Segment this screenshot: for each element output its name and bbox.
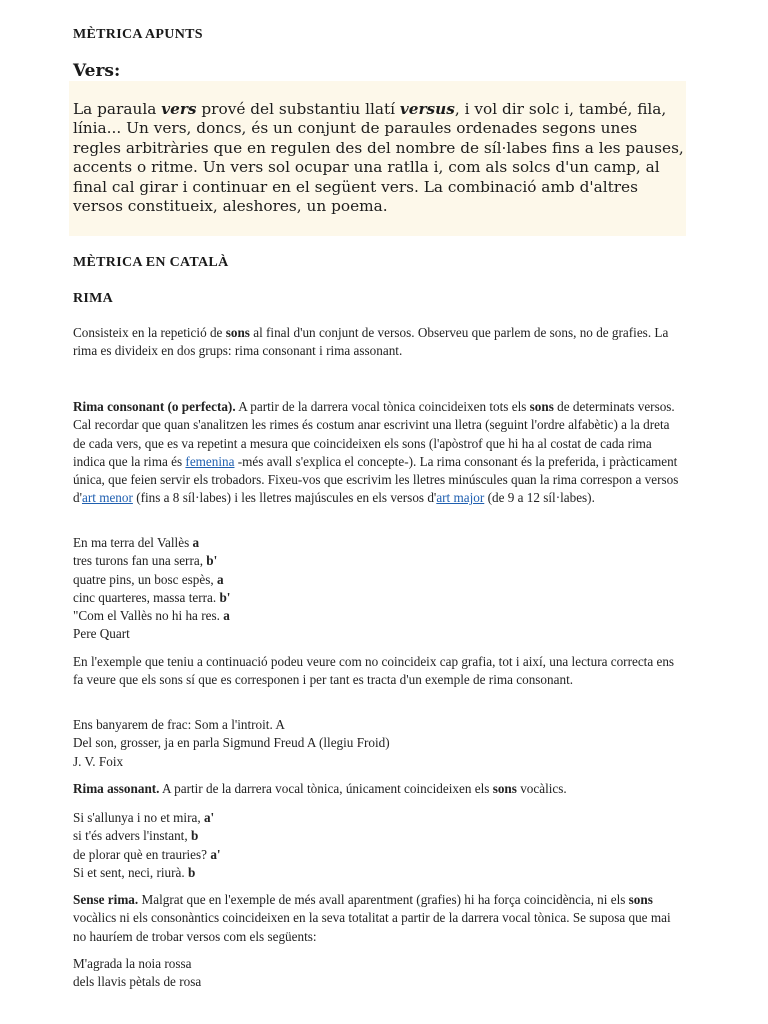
rima-consonant-label: Rima consonant (o perfecta). <box>73 399 236 414</box>
poem-line <box>73 864 221 882</box>
poem-line <box>73 589 230 607</box>
bold-term: sons <box>628 892 653 907</box>
text-run: Consisteix en la repetició de <box>73 325 226 340</box>
rima-intro-paragraph <box>73 324 685 361</box>
rhyme-mark: a <box>216 571 224 587</box>
rhyme-mark: b' <box>219 589 231 605</box>
verse-text: de plorar què en trauries? <box>73 846 211 862</box>
vers-definition-text <box>73 100 685 216</box>
verse-text: cinc quarteres, massa terra. <box>73 589 220 605</box>
rhyme-mark: a <box>223 608 230 624</box>
link-art-major[interactable]: art major <box>436 490 485 506</box>
verse-text: quatre pins, un bosc espès, <box>73 571 217 587</box>
text-run: Malgrat que en l'exemple de més avall aparentment (grafies) hi ha força coincidència, ni els <box>138 892 629 907</box>
rima-assonant-label: Rima assonant. <box>73 781 160 796</box>
vers-text-part: prové del substantiu llatí <box>196 100 400 118</box>
vers-heading: Vers: <box>73 61 121 81</box>
section-heading-rima: RIMA <box>73 291 114 306</box>
link-art-menor[interactable]: art menor <box>81 490 133 506</box>
poem-line <box>73 552 230 570</box>
text-run: (fins a 8 síl·labes) i les lletres majúscules en els versos d' <box>132 490 437 506</box>
poem-author <box>73 625 230 643</box>
poem-line <box>73 846 221 864</box>
rima-consonant-paragraph <box>73 398 685 508</box>
rhyme-mark: b <box>188 864 196 880</box>
versus-term: versus <box>399 100 455 118</box>
verse-text: En ma terra del Vallès <box>73 535 193 550</box>
poem-line <box>73 571 230 589</box>
poem-sense-rima-example <box>73 955 201 992</box>
rhyme-mark: b <box>190 828 199 844</box>
text-run: A partir de la darrera vocal tònica coincideixen tots els <box>235 399 530 414</box>
vers-text-part: , i vol dir solc i, també, fila, línia... Un vers, doncs, és un conjunt de paraules ordenades segons unes regles arbitràries que en regulen des del nombre de síl·labes fins a les pauses, accents o ritme. Un vers sol ocupar una ratlla i, com als solcs d'un camp, al final cal girar i continuar en el següent vers. La combinació amb d'altres versos constitueix, aleshores, un poema. <box>73 100 684 216</box>
poem-line <box>73 827 221 845</box>
text-run: vocàlics. <box>516 781 567 796</box>
text-run: vocàlics ni els consonàntics coincideixen en la seva totalitat a partir de la darrera vocal tònica. Se suposa que mai no hauríem de trobar versos com els següents: <box>73 910 671 944</box>
poem-author: J. V. Foix <box>73 753 124 769</box>
poem-line: Del son, grosser, ja en parla Sigmund Freud A (llegiu Froid) <box>73 735 390 751</box>
poem-pere-quart <box>73 534 230 644</box>
text-run: -més avall s'explica el concepte-). La rima consonant és la preferida, i pràcticament única, que feien servir els trobadors. Fixeu-vos que escrivim les lletres minúscules quan la rima correspon a versos d' <box>73 453 679 506</box>
poem-line <box>73 607 230 625</box>
bold-term: sons <box>492 781 517 796</box>
poem-assonant-example <box>73 809 221 882</box>
text-run: de determinats versos. Cal recordar que quan s'analitzen les rimes és costum anar escrivint una lletra (seguint l'ordre alfabètic) a la dreta de cada vers, que es va repetint a mesura que coincideixen els sons (l'apòstrof que hi ha al costat de cada rima indica que la rima és <box>73 399 675 469</box>
poem-foix <box>73 716 390 771</box>
poem-line <box>73 809 221 827</box>
sense-rima-label: Sense rima. <box>73 892 139 907</box>
rima-assonant-paragraph <box>73 780 685 798</box>
rhyme-mark: a' <box>210 846 221 862</box>
author-name: Pere Quart <box>73 626 130 642</box>
rhyme-mark: b' <box>206 553 218 569</box>
verse-text: tres turons fan una serra, <box>73 553 207 569</box>
bold-term: sons <box>225 325 250 340</box>
poem-line <box>73 534 230 552</box>
section-heading-metrica: MÈTRICA EN CATALÀ <box>73 255 229 270</box>
poem-line: Ens banyarem de frac: Som a l'introit. A <box>73 717 285 732</box>
verse-text: Si et sent, neci, riurà. <box>73 864 188 880</box>
poem-line: M'agrada la noia rossa <box>73 956 192 971</box>
vers-text-part: La paraula <box>73 100 162 118</box>
verse-text: "Com el Vallès no hi ha res. <box>73 608 224 624</box>
text-run: (de 9 a 12 síl·labes). <box>484 490 595 506</box>
verse-text: Si s'allunya i no et mira, <box>73 810 204 825</box>
bold-term: sons <box>529 399 554 414</box>
text-run: al final d'un conjunt de versos. Observeu que parlem de sons, no de grafies. La rima es divideix en dos grups: rima consonant i rima assonant. <box>73 325 669 359</box>
verse-text: si t'és advers l'instant, <box>73 828 191 844</box>
text-run: A partir de la darrera vocal tònica, únicament coincideixen els <box>159 781 493 796</box>
link-femenina[interactable]: femenina <box>185 453 235 469</box>
example-note-paragraph: En l'exemple que teniu a continuació podeu veure com no coincideix cap grafia, tot i així, una lectura correcta ens fa veure que els sons sí que es corresponen i per tant es tracta d'un exemple de rima consonant. <box>73 654 675 688</box>
document-title: MÈTRICA APUNTS <box>73 27 203 42</box>
sense-rima-paragraph <box>73 891 685 946</box>
rhyme-mark: a' <box>203 810 215 825</box>
rhyme-mark: a <box>192 535 200 550</box>
vers-term: vers <box>161 100 197 118</box>
poem-line: dels llavis pètals de rosa <box>73 974 202 990</box>
